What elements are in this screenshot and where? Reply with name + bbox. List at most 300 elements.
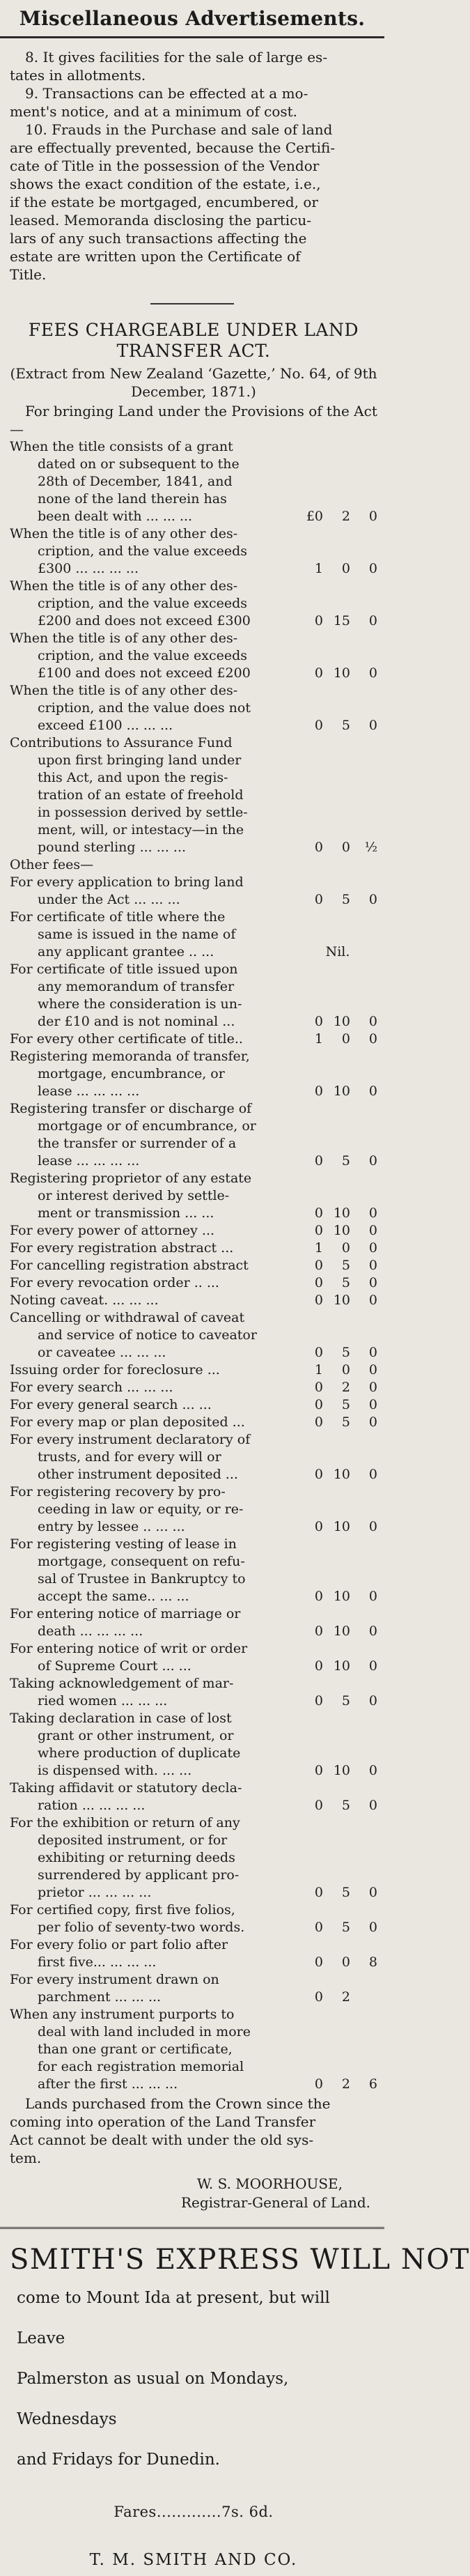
fee-pence: 0 [368,1589,377,1604]
fee-shillings: 5 [341,718,350,733]
fee-row [10,874,377,909]
fee-description [10,1814,298,1902]
fee-description [10,578,298,630]
fee-description [10,1971,298,2006]
fee-row [10,630,377,682]
fee-description-line: For every instrument drawn on [10,1972,219,1987]
fee-pence: 0 [368,1258,377,1273]
fee-amount [298,1518,377,1536]
fee-row [10,909,377,961]
fee-pence: 0 [368,1763,377,1778]
fee-description-line: £100 and does not exceed £200 [38,665,251,681]
fee-description [10,1414,298,1431]
fee-description-line: in possession derived by settle- [38,805,248,820]
express-text-line: come to Mount Ida at present, but will Leave [17,2289,330,2347]
fee-description-line: When the title is of any other des- [10,683,238,698]
fee-description-line: Registering memoranda of transfer, [10,1049,250,1064]
fee-description-line: Taking affidavit or statutory decla- [10,1780,242,1796]
text-line: Title. [10,266,47,283]
fee-description [10,1710,298,1780]
fee-amount [298,1362,377,1379]
fee-amount [298,1274,377,1292]
fee-pounds: 0 [314,892,323,907]
fee-description-line: first five... ... ... ... [38,1954,157,1970]
fee-shillings: 10 [333,1014,350,1029]
fee-description-line: been dealt with ... ... ... [38,509,193,524]
fee-description-line: after the first ... ... ... [38,2076,178,2092]
fee-description-line: For every power of attorney ... [10,1223,215,1238]
fee-row [10,1048,377,1100]
fee-shillings: 5 [341,1345,350,1360]
fee-row [10,1309,377,1362]
fee-description [10,1780,298,1814]
fee-row [10,1675,377,1710]
fee-pence: 8 [368,1954,377,1970]
fee-row [10,961,377,1031]
fee-shillings: 5 [341,1920,350,1935]
text-line: 8. It gives facilities for the sale of large es- [25,49,328,65]
advert-divider [0,2227,384,2229]
fee-description-line: Taking declaration in case of lost [10,1711,232,1726]
fee-description [10,630,298,682]
fee-shillings: 0 [341,1362,350,1378]
fee-description [10,734,298,856]
fee-row [10,1170,377,1222]
fee-amount [298,891,377,909]
fee-amount [298,943,377,961]
fee-shillings: 0 [341,561,350,576]
fee-description-line: For certificate of title where the [10,909,226,925]
fee-description [10,1170,298,1222]
text-line: if the estate be mortgaged, encumbered, or [10,194,318,210]
fee-pounds: 1 [314,1031,323,1047]
fee-description-line: this Act, and upon the regis- [38,770,228,785]
fee-description-line: When the title is of any other des- [10,578,238,594]
fee-pounds: 0 [314,1693,323,1709]
fee-pounds: 0 [314,613,323,628]
fee-description-line: for each registration memorial [38,2059,244,2074]
fee-description-line: ment or transmission ... ... [38,1205,214,1221]
fee-pence: 0 [368,1014,377,1029]
fee-description-line: exceed £100 ... ... ... [38,718,173,733]
fee-description-line: When any instrument purports to [10,2007,235,2022]
fee-description [10,874,298,909]
fares-line: Fares.............7s. 6d. [113,2504,274,2520]
fee-description-line: When the title is of any other des- [10,631,238,646]
closing-line: Act cannot be dealt with under the old sys- [10,2131,314,2148]
fee-pounds: 0 [314,1763,323,1778]
fee-description-line: any applicant grantee .. ... [38,944,214,959]
express-text-line: and Fridays for Dunedin. [17,2451,220,2469]
fee-pence: 0 [368,1467,377,1482]
fee-description-line: For every instrument declaratory of [10,1432,251,1447]
fee-description-line: parchment ... ... ... [38,1989,162,2005]
fees-heading: FEES CHARGEABLE UNDER LAND TRANSFER ACT. [28,320,359,361]
fee-description-line: For every registration abstract ... [10,1240,234,1256]
fee-description [10,1379,298,1396]
fee-description [10,1605,298,1640]
fee-description [10,1936,298,1971]
fee-description [10,1309,298,1362]
fee-shillings: 10 [333,1205,350,1221]
fee-pence: 0 [368,1885,377,1900]
fee-description-line: For every general search ... ... [10,1397,212,1412]
fee-pence: 0 [368,1223,377,1238]
fee-row [10,1292,377,1309]
fee-pence: 0 [368,1031,377,1047]
fee-description [10,1240,298,1257]
fee-description-line: entry by lessee .. ... ... [38,1519,185,1534]
fee-pounds: 0 [314,1397,323,1412]
express-body [10,2278,377,2480]
fee-description [10,1431,298,1483]
fee-pounds: 1 [314,561,323,576]
fee-description [10,1274,298,1292]
fee-description-line: ment, will, or intestacy—in the [38,822,244,838]
intro-paragraphs [0,38,384,284]
fee-row [10,1362,377,1379]
fee-pounds: 0 [314,2076,323,2092]
fee-pounds: 0 [314,1658,323,1674]
fee-description-line: the transfer or surrender of a [38,1136,237,1151]
fee-pounds: 0 [314,665,323,681]
fee-shillings: 2 [341,1380,350,1395]
fee-description-line: surrendered by applicant pro- [38,1867,240,1883]
fee-amount [298,1414,377,1431]
fee-description [10,1483,298,1536]
fee-pence: 0 [368,613,377,628]
fee-description-line: Other fees— [10,857,94,872]
fee-description-line: Registering transfer or discharge of [10,1101,252,1116]
fee-description-line: cription, and the value exceeds [38,648,248,663]
fee-amount [298,1257,377,1274]
fee-pence: 0 [368,1293,377,1308]
fee-pence: 0 [368,1693,377,1709]
fee-description-line: For every other certificate of title.. [10,1031,243,1047]
fee-description-line: none of the land therein has [38,491,227,507]
intro-paragraph [10,48,377,84]
fee-description-line: mortgage, consequent on refu- [38,1554,245,1569]
express-advert [0,2242,470,2576]
fee-description-line: tration of an estate of freehold [38,787,244,803]
fee-pence: 0 [368,509,377,524]
fee-pence: 0 [368,1153,377,1169]
fee-pence: 0 [368,718,377,733]
fee-description [10,525,298,578]
fee-description-line: For certificate of title issued upon [10,962,238,977]
closing-line: tem. [10,2150,42,2166]
fees-intro: For bringing Land under the Provisions of the Act— [10,403,377,438]
fee-description-line: ration ... ... ... ... [38,1798,146,1813]
fee-shillings: 5 [341,1414,350,1430]
fee-description-line: exhibiting or returning deeds [38,1850,235,1865]
fee-description-line: Contributions to Assurance Fund [10,735,233,750]
fee-pounds: 1 [314,1362,323,1378]
fee-description-line: ceeding in law or equity, or re- [38,1502,244,1517]
fee-row [10,1936,377,1971]
fee-pounds: 0 [314,1275,323,1290]
fee-description-line: lease ... ... ... ... [38,1083,140,1099]
fee-pence: 0 [368,1362,377,1378]
fee-shillings: 5 [341,1153,350,1169]
fee-amount [298,1396,377,1414]
fee-pounds: 0 [314,840,323,855]
text-line: leased. Memoranda disclosing the particu- [10,212,312,229]
fee-shillings: 0 [341,1031,350,1047]
fee-description-line: Noting caveat. ... ... ... [10,1293,159,1308]
fee-description [10,961,298,1031]
fee-amount [298,1954,377,1971]
fee-pounds: 0 [314,1223,323,1238]
fee-shillings: 15 [333,613,350,628]
fee-row [10,1605,377,1640]
fee-amount [298,1797,377,1814]
fee-shillings: 0 [341,1954,350,1970]
fee-amount [298,717,377,734]
fee-shillings: 10 [333,1763,350,1778]
fee-description-line: and service of notice to caveator [38,1327,257,1343]
fee-amount [298,1884,377,1902]
fee-description-line: For registering recovery by pro- [10,1484,226,1499]
fee-row [10,1483,377,1536]
fee-description-line: trusts, and for every will or [38,1449,221,1465]
fee-description-line: ried women ... ... ... [38,1693,168,1709]
fee-pounds: 0 [314,1380,323,1395]
fee-row [10,1971,377,2006]
fee-pence [354,1989,377,2006]
fee-nil: Nil. [325,944,350,959]
fee-pounds: 0 [314,1345,323,1360]
fee-description-line: For every folio or part folio after [10,1937,228,1952]
fee-pence: 0 [368,1205,377,1221]
fee-row [10,1274,377,1292]
fee-description-line: or interest derived by settle- [38,1188,230,1203]
fee-amount [298,1658,377,1675]
fee-pence: 0 [368,1345,377,1360]
fee-table [10,438,377,2093]
fee-description-line: When the title is of any other des- [10,526,238,541]
fee-amount [298,839,377,856]
fee-row [10,1536,377,1605]
fee-description-line: Taking acknowledgement of mar- [10,1676,234,1691]
fee-pounds: 0 [314,1083,323,1099]
fee-row [10,1100,377,1170]
fee-shillings: 5 [341,892,350,907]
fee-amount [298,1031,377,1048]
text-line: estate are written upon the Certificate of [10,248,301,265]
fee-pounds: 0 [314,1589,323,1604]
fee-description [10,1031,298,1048]
fee-pounds: 0 [314,1258,323,1273]
fee-description-line: cription, and the value exceeds [38,543,248,559]
fee-shillings: 2 [341,2076,350,2092]
text-line: lars of any such transactions affecting the [10,230,307,247]
fee-description-line: upon first bringing land under [38,753,242,768]
fee-pounds: 0 [314,718,323,733]
fee-description-line: For every application to bring land [10,874,244,890]
fee-description-line: is dispensed with. ... ... [38,1763,192,1778]
text-line: shows the exact condition of the estate, i.e., [10,176,321,192]
fee-pounds: 0 [314,1014,323,1029]
fee-description [10,438,298,525]
fee-row [10,1640,377,1675]
fee-shillings: 10 [333,1624,350,1639]
text-line: are effectually prevented, because the Certifi- [10,139,336,156]
fee-row [10,1257,377,1274]
express-text-line: Palmerston as usual on Mondays, Wednesdays [17,2370,289,2428]
fee-description [10,1100,298,1170]
fees-section [0,320,384,2212]
fee-description [10,1396,298,1414]
fee-pounds: 0 [314,1954,323,1970]
fee-description-line: lease ... ... ... ... [38,1153,140,1169]
fee-row [10,682,377,734]
fee-amount [298,1623,377,1640]
fee-description-line: mortgage, encumbrance, or [38,1066,225,1081]
express-title: SMITH'S EXPRESS WILL NOT [10,2244,470,2276]
fee-shillings: 10 [333,1519,350,1534]
fee-shillings: 10 [333,1293,350,1308]
fee-description-line: For registering vesting of lease in [10,1536,237,1552]
fee-shillings: 10 [333,1658,350,1674]
fee-amount [298,1344,377,1362]
fee-amount [298,1692,377,1710]
fee-description [10,1675,298,1710]
fee-description-line: cription, and the value does not [38,700,251,716]
fee-row [10,1414,377,1431]
fee-description-line: grant or other instrument, or [38,1728,234,1743]
fee-description-line: der £10 and is not nominal ... [38,1014,235,1029]
signature-title: Registrar-General of Land. [180,2194,370,2211]
fee-amount [298,1989,377,2006]
fee-description-line: cription, and the value exceeds [38,596,248,611]
fee-description-line: Issuing order for foreclosure ... [10,1362,220,1378]
fee-pence: 0 [368,1519,377,1534]
fee-shillings: 5 [341,1275,350,1290]
fee-pence: 0 [368,1397,377,1412]
fee-description-line: than one grant or certificate, [38,2042,233,2057]
fee-amount [298,1205,377,1222]
fee-pence: 0 [368,1798,377,1813]
fee-description-line: Cancelling or withdrawal of caveat [10,1310,245,1325]
fee-description-line: For entering notice of writ or order [10,1641,248,1656]
fee-description-line: any memorandum of transfer [38,979,235,994]
fee-description-line: For the exhibition or return of any [10,1815,240,1830]
fee-description-line: sal of Trustee in Bankruptcy to [38,1571,246,1587]
fee-shillings: 5 [341,1693,350,1709]
fee-pence: ½ [364,840,377,855]
fee-shillings: 0 [341,1240,350,1256]
fee-amount [298,1466,377,1483]
fee-amount [298,1588,377,1605]
fee-description-line: 28th of December, 1841, and [38,474,233,489]
fee-amount [298,1762,377,1780]
signature: W. S. MOORHOUSE, [196,2175,343,2192]
fee-row [10,1780,377,1814]
fee-amount [298,665,377,682]
fee-description-line: pound sterling ... ... ... [38,840,187,855]
fee-pence: 6 [368,2076,377,2092]
fee-description [10,1048,298,1100]
company-name: T. M. SMITH AND CO. [89,2551,298,2569]
fee-description-line: or caveatee ... ... ... [38,1345,166,1360]
fee-shillings: 2 [341,509,350,524]
fee-pence: 0 [368,1920,377,1935]
fee-pence: 0 [368,1658,377,1674]
fee-amount [298,1292,377,1309]
fee-row [10,1222,377,1240]
fee-description [10,1292,298,1309]
fee-row [10,1431,377,1483]
fee-shillings: 10 [333,1467,350,1482]
fee-description-line: When the title consists of a grant [10,439,233,454]
fee-description [10,1222,298,1240]
fee-shillings: 10 [333,1083,350,1099]
fee-amount [298,1222,377,1240]
fee-description-line: £200 and does not exceed £300 [38,613,251,628]
fees-subtitle: (Extract from New Zealand ‘Gazette,’ No. 64, of 9th December, 1871.) [10,365,377,400]
fee-pounds: 0 [314,1414,323,1430]
fee-description-line: For cancelling registration abstract [10,1258,249,1273]
fee-pounds: 0 [314,1989,323,2005]
fee-amount [298,1379,377,1396]
fee-description-line: where the consideration is un- [38,996,242,1012]
fee-shillings: 5 [341,1798,350,1813]
text-line: 9. Transactions can be effected at a mo- [25,85,308,102]
intro-paragraph [10,84,377,121]
fee-description-line: other instrument deposited ... [38,1467,238,1482]
fee-amount [298,1013,377,1031]
fee-description [10,2006,298,2093]
fee-row [10,1814,377,1902]
fee-pence: 0 [368,1240,377,1256]
fee-description-line: per folio of seventy-two words. [38,1920,245,1935]
fee-description-line: deal with land included in more [38,2024,251,2039]
fee-pence: 0 [368,665,377,681]
fee-row [10,2006,377,2093]
fee-description-line: Registering proprietor of any estate [10,1171,252,1186]
fee-shillings: 0 [341,840,350,855]
fee-row [10,438,377,525]
fee-shillings: 10 [333,1589,350,1604]
fee-description-line: For every map or plan deposited ... [10,1414,245,1430]
fee-row [10,1379,377,1396]
fee-amount [298,1152,377,1170]
fee-description-line: death ... ... ... ... [38,1624,143,1639]
text-line: ment's notice, and at a minimum of cost. [10,103,298,120]
fee-row [10,1710,377,1780]
fee-description-line: deposited instrument, or for [38,1833,228,1848]
fee-description [10,1257,298,1274]
fee-row [10,856,377,874]
fee-pounds: 1 [314,1240,323,1256]
fee-pounds: 0 [314,1467,323,1482]
fee-description-line: For every search ... ... ... [10,1380,173,1395]
fee-description-line: under the Act ... ... ... [38,892,180,907]
closing-line: Lands purchased from the Crown since the [25,2095,331,2112]
fee-pounds: 0 [314,1205,323,1221]
fee-pounds: 0 [314,1519,323,1534]
fee-pence: 0 [368,1414,377,1430]
closing-paragraph [10,2095,377,2167]
fee-row [10,1031,377,1048]
fee-description [10,682,298,734]
fee-description-line: For every revocation order .. ... [10,1275,219,1290]
fee-shillings: 10 [333,665,350,681]
fee-description [10,1536,298,1605]
text-line: 10. Frauds in the Purchase and sale of land [25,121,333,138]
fee-pence: 0 [368,1624,377,1639]
